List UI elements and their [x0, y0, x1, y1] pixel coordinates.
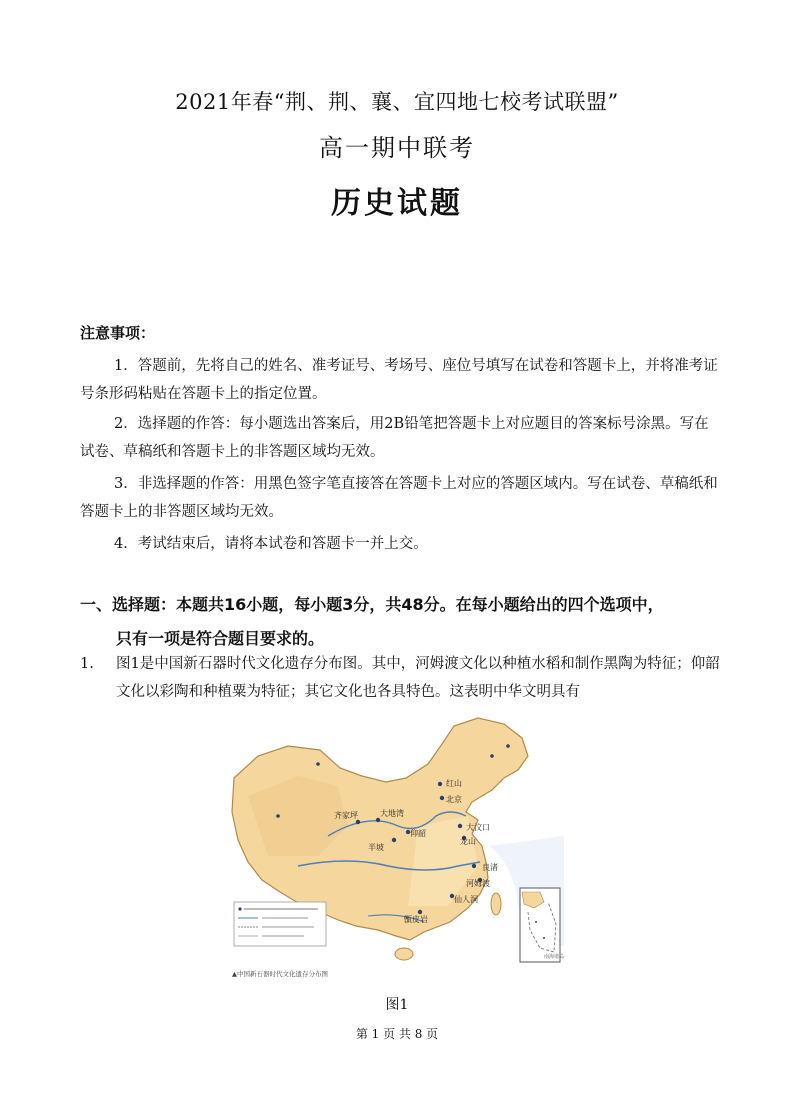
exam-title: 历史试题 [331, 186, 463, 221]
section-heading-line2: 只有一项是符合题目要求的。 [116, 629, 325, 648]
inset-label: 南海诸岛 [544, 954, 564, 960]
site-label-dawenkou: 大汶口 [466, 823, 490, 832]
site-dot [376, 818, 380, 822]
site-dot [440, 796, 444, 800]
site-label-qijiaping: 齐家坪 [334, 811, 358, 820]
legend-dot [238, 907, 241, 910]
notice-item-1: 1．答题前，先将自己的姓名、准考证号、考场号、座位号填写在试卷和答题卡上，并将准考证号条形码粘贴在答题卡上的指定位置。 [80, 358, 718, 402]
site-label-banpo: 半坡 [368, 843, 384, 852]
south-sea-inset [520, 888, 564, 962]
site-dot [392, 838, 396, 842]
site-label-longshan: 龙山 [460, 837, 476, 846]
site-label-xianrendong: 仙人洞 [454, 895, 478, 904]
page-footer: 第 1 页 共 8 页 [355, 1027, 439, 1041]
site-dot [458, 824, 462, 828]
map-legend [234, 902, 326, 946]
site-label-liangzhu: 良渚 [482, 863, 498, 872]
site-dot [472, 864, 476, 868]
site-label-hemudu: 河姆渡 [466, 879, 490, 888]
site-dot [490, 754, 494, 758]
figure-caption: 图1 [385, 997, 409, 1013]
notice-item-4: 4．考试结束后，请将本试卷和答题卡一并上交。 [114, 536, 428, 552]
taiwan-island [491, 893, 501, 915]
site-label-hongshan: 红山 [446, 779, 462, 788]
site-label-yangshao: 仰韶 [410, 829, 426, 838]
site-label-dadiwan: 大地湾 [380, 809, 404, 818]
notice-heading: 注意事项： [80, 324, 156, 342]
site-dot [543, 937, 545, 939]
site-dot [356, 820, 360, 824]
site-label-beijing: 北京 [446, 795, 462, 804]
question-1-number: 1. [80, 656, 94, 672]
china-neolithic-map [228, 716, 564, 984]
figure-map [228, 716, 564, 984]
hainan-island [395, 948, 413, 960]
site-dot [276, 814, 280, 818]
section-heading [80, 588, 730, 656]
exam-header-line1: 2021年春“荆、荆、襄、宜四地七校考试联盟” [175, 90, 619, 114]
site-dot [316, 762, 320, 766]
site-dot [418, 910, 422, 914]
notice-item-2: 2．选择题的作答：每小题选出答案后，用2B铅笔把答题卡上对应题目的答案标号涂黑。写在试卷、草稿纸和答题卡上的非答题区域均无效。 [80, 416, 709, 460]
site-dot [438, 782, 442, 786]
map-caption: ▲中国新石器时代文化遗存分布图 [232, 970, 328, 978]
exam-header-line2: 高一期中联考 [319, 134, 475, 162]
site-dot [506, 744, 510, 748]
question-1 [80, 650, 730, 706]
section-heading-line1: 一、选择题：本题共16小题，每小题3分，共48分。在每小题给出的四个选项中， [80, 595, 664, 614]
site-dot [535, 921, 537, 923]
site-label-zengpiyan: 甑皮岩 [404, 915, 428, 924]
notice-item-3: 3．非选择题的作答：用黑色签字笔直接答在答题卡上对应的答题区域内。写在试卷、草稿纸和答题卡上的非答题区域均无效。 [80, 476, 718, 520]
question-1-text: 图1是中国新石器时代文化遗存分布图。其中，河姆渡文化以种植水稻和制作黑陶为特征；仰韶文化以彩陶和种植粟为特征；其它文化也各具特色。这表明中华文明具有 [116, 656, 720, 700]
